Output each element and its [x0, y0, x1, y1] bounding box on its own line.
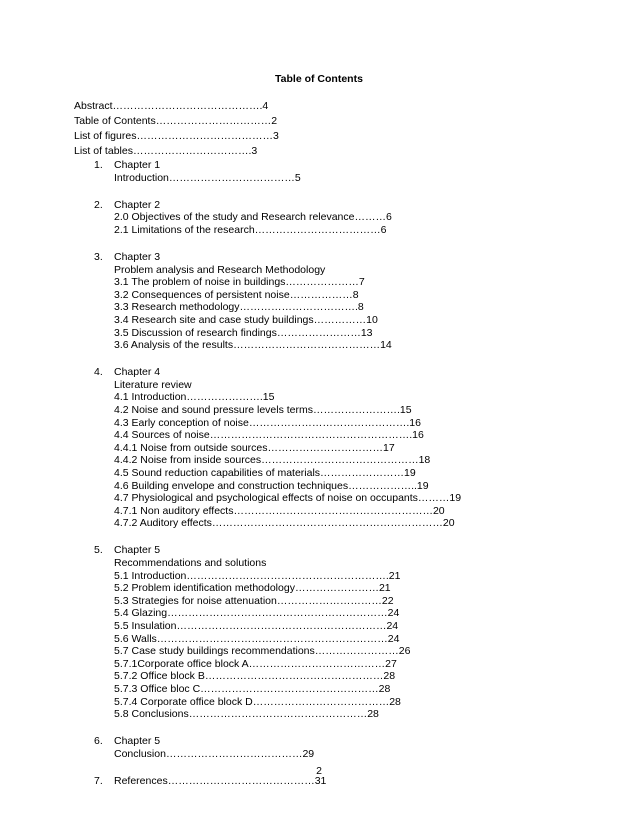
toc-line: Introduction………………………………5 [114, 171, 301, 184]
chapter-number: 6. [94, 735, 103, 748]
chapter-heading: Chapter 3 [114, 250, 161, 263]
chapter-heading: Chapter 1 [114, 159, 161, 171]
chapter-entry [74, 366, 461, 530]
chapter-number: 4. [94, 366, 103, 379]
toc-line: 4.5 Sound reduction capabilities of materials……………………19 [114, 466, 416, 479]
toc-line: 5.6 Walls…………………………………………………………24 [114, 632, 400, 645]
chapter-entry [74, 159, 461, 184]
chapter-heading: Chapter 2 [114, 198, 161, 211]
toc-line: 4.4.2 Noise from inside sources………………………………………18 [114, 454, 431, 467]
toc-line: 2.1 Limitations of the research………………………………6 [114, 223, 387, 236]
toc-line: 5.7.2 Office block B……………………………………………28 [114, 670, 396, 683]
toc-line: 5.7 Case study buildings recommendations……………………26 [114, 645, 411, 658]
toc-line: 5.7.1Corporate office block A…………………………………27 [114, 657, 397, 670]
toc-line: 5.4 Glazing………………………………………………………24 [114, 607, 400, 620]
toc-line: 5.8 Conclusions……………………………………………28 [114, 708, 379, 721]
toc-line: 4.1 Introduction………………….15 [114, 391, 275, 404]
toc-line: 2.0 Objectives of the study and Research relevance………6 [114, 211, 392, 224]
toc-line: 5.5 Insulation……………………………………………………24 [114, 620, 399, 632]
toc-line: Literature review [114, 378, 192, 391]
front-item-tables: List of tables…………………………….3 [74, 145, 258, 157]
toc-line: 4.7 Physiological and psychological effects of noise on occupants………19 [114, 492, 462, 505]
toc-line: 3.4 Research site and case study buildings……………10 [114, 313, 378, 326]
toc-line: 4.3 Early conception of noise……………………………………….16 [114, 416, 421, 429]
toc-line: 3.3 Research methodology…………………………….8 [114, 301, 364, 314]
page-number: 2 [316, 765, 322, 777]
front-item-figures: List of figures…………………………………3 [74, 130, 279, 142]
chapter-number: 1. [94, 159, 103, 171]
chapter-number: 3. [94, 250, 103, 263]
chapter-heading: Chapter 5 [114, 735, 161, 748]
chapter-number: 7. [94, 774, 103, 787]
toc-line: 4.2 Noise and sound pressure levels terms…………………….15 [114, 404, 412, 416]
chapter-list [74, 159, 461, 802]
chapter-entry [74, 544, 461, 720]
toc-line: 4.4.1 Noise from outside sources……………………………17 [114, 441, 395, 454]
toc-line: 5.3 Strategies for noise attenuation…………………………22 [114, 594, 394, 607]
toc-line: 3.2 Consequences of persistent noise………………8 [114, 288, 359, 301]
chapter-entry [74, 735, 461, 760]
toc-line: 5.1 Introduction………………………………………………….21 [114, 569, 401, 582]
toc-line: 4.7.1 Non auditory effects…………………………………………………20 [114, 504, 445, 517]
chapter-heading: Chapter 4 [114, 366, 161, 379]
toc-line: 5.2 Problem identification methodology……………………21 [114, 582, 391, 595]
toc-line: 5.7.3 Office bloc C……………………………………………28 [114, 682, 391, 695]
toc-title: Table of Contents [275, 73, 363, 85]
toc-line: 3.6 Analysis of the results……………………………………14 [114, 339, 392, 352]
front-matter-list [74, 99, 279, 159]
toc-line: 5.7.4 Corporate office block D…………………………………28 [114, 695, 401, 708]
chapter-heading: References……………………………………31 [114, 774, 327, 787]
chapter-number: 5. [94, 544, 103, 557]
front-item-toc: Table of Contents……………………………2 [74, 115, 278, 127]
chapter-number: 2. [94, 198, 103, 211]
toc-line: Recommendations and solutions [114, 557, 267, 570]
front-item-abstract: Abstract…………………………………….4 [74, 100, 269, 112]
toc-line: Conclusion…………………………………29 [114, 747, 315, 760]
chapter-entry [74, 199, 461, 237]
toc-line: 4.4 Sources of noise………………………………………………….16 [114, 429, 424, 442]
toc-line: 3.1 The problem of noise in buildings…………………7 [114, 276, 365, 289]
chapter-heading: Chapter 5 [114, 544, 161, 557]
chapter-entry [74, 251, 461, 352]
toc-line: 4.6 Building envelope and construction techniques………………..19 [114, 479, 429, 492]
toc-line: Problem analysis and Research Methodology [114, 263, 326, 276]
toc-line: 4.7.2 Auditory effects…………………………………………………………20 [114, 517, 455, 530]
toc-line: 3.5 Discussion of research findings……………………13 [114, 326, 373, 339]
